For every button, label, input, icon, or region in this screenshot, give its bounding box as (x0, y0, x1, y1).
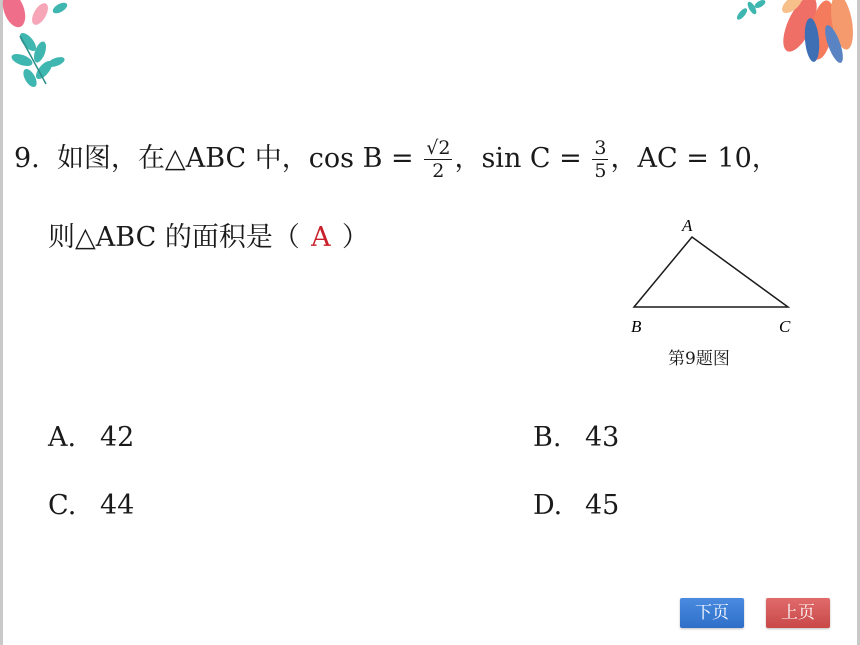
question-line2-suffix: ） (341, 222, 369, 253)
vertex-label-b: B (631, 317, 642, 336)
option-value: 43 (585, 422, 620, 453)
question-line-2 (48, 215, 369, 254)
option-a (48, 422, 134, 453)
question-text-suffix: ，AC = 10， (610, 143, 779, 174)
question-line2-prefix: 则△ABC 的面积是（ (48, 222, 300, 253)
sin-c-fraction (592, 137, 608, 182)
option-c (48, 490, 134, 521)
sin-c-denominator: 5 (594, 160, 607, 182)
option-letter: D. (533, 490, 563, 521)
vertex-label-a: A (682, 216, 693, 235)
sin-c-numerator: 3 (594, 137, 607, 159)
vertex-label-c: C (779, 317, 791, 336)
triangle-outline (634, 237, 788, 307)
option-b (533, 422, 619, 453)
next-page-button[interactable]: 下页 (680, 598, 744, 628)
option-d (533, 490, 619, 521)
answer-text: A (311, 222, 331, 253)
option-value: 42 (100, 422, 135, 453)
option-letter: C. (48, 490, 77, 521)
leaf-decoration-icon (0, 0, 110, 100)
cos-b-numerator: √2 (426, 137, 451, 159)
option-value: 45 (585, 490, 620, 521)
question-text-prefix: 如图，在△ABC 中，cos B = (56, 143, 414, 174)
option-value: 44 (100, 490, 135, 521)
flower-decoration-icon (730, 0, 860, 75)
previous-page-button[interactable]: 上页 (766, 598, 830, 628)
cos-b-fraction (424, 137, 452, 182)
question-line-1 (14, 136, 779, 182)
cos-b-denominator: 2 (432, 160, 445, 182)
option-letter: B. (533, 422, 562, 453)
option-letter: A. (48, 422, 77, 453)
question-text-mid: ，sin C = (454, 143, 582, 174)
question-number: 9. (14, 143, 40, 174)
figure-caption: 第9题图 (668, 349, 730, 369)
